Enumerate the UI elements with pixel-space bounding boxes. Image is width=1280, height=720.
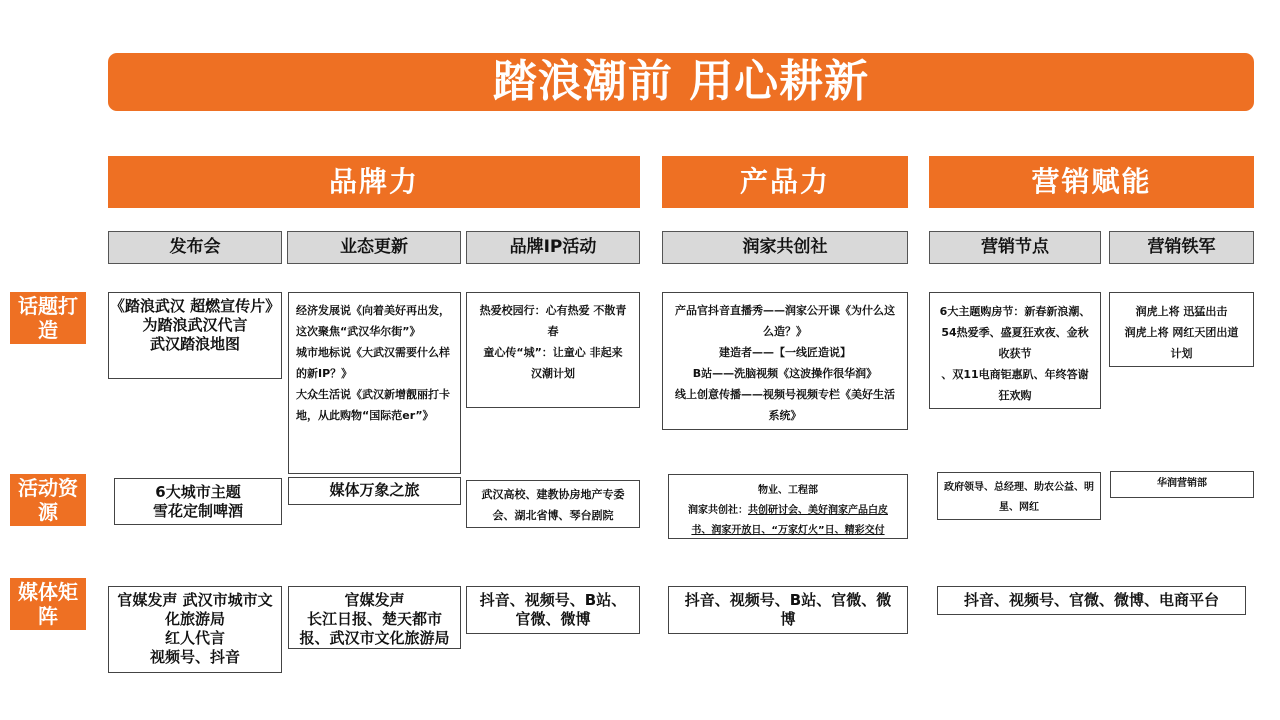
subhead-marketing-nodes: 营销节点 [929,231,1101,264]
cocreate-prefix: 润家共创社： [688,505,748,516]
subhead-cocreate: 润家共创社 [662,231,908,264]
resources-cocreate-box [668,474,908,539]
subhead-marketing-army: 营销铁军 [1109,231,1254,264]
text-line: 为踏浪武汉代言 [142,316,248,334]
text-line: 官媒发声 [344,591,405,609]
resources-ip-box [466,480,640,528]
media-cocreate-box [668,586,908,634]
text-line: 武汉高校、建教协房地产专委会、湖北省博、琴台剧院 [481,488,625,522]
topic-nodes-box [929,292,1101,409]
text-line: 雪花定制啤酒 [152,502,243,520]
media-marketing-box [937,586,1246,615]
text-line: 汉潮计划 [531,367,575,380]
text-line: 武汉踏浪地图 [149,335,240,353]
resources-format-box [288,477,461,505]
text-line [679,501,897,541]
subhead-launch: 发布会 [108,231,282,264]
category-marketing: 营销赋能 [929,156,1254,208]
topic-cocreate-box [662,292,908,430]
category-product: 产品力 [662,156,908,208]
text-line: 红人代言 [164,629,225,647]
text-line: 视频号、抖音 [149,648,240,666]
row-label-topic: 话题打造 [10,292,86,344]
text-line: B站——洗脑视频《这波操作很华润》 [692,367,878,380]
media-ip-box [466,586,640,634]
text-line: 华润营销部 [1157,478,1207,489]
topic-army-box [1109,292,1254,367]
row-label-media: 媒体矩阵 [10,578,86,630]
resources-nodes-box [937,472,1101,520]
subhead-brand-ip: 品牌IP活动 [466,231,640,264]
text-line: 抖音、视频号、B站、官微、微博 [684,591,892,628]
media-format-box [288,586,461,649]
page-title: 踏浪潮前 用心耕新 [108,53,1254,111]
cocreate-items: 共创研讨会、美好润家产品白皮书、润家开放日、“万家灯火”日、精彩交付 [691,505,888,536]
text-line: 抖音、视频号、官微、微博、电商平台 [963,591,1219,609]
text-line: 产品官抖音直播秀——润家公开课《为什么这么造？》 [675,304,895,338]
topic-launch-box [108,292,282,379]
subhead-format-update: 业态更新 [287,231,461,264]
topic-format-box [288,292,461,474]
text-line: 媒体万象之旅 [329,481,420,499]
text-line: 经济发展说《向着美好再出发，这次聚焦“武汉华尔街”》 [296,304,450,338]
text-line: 热爱校园行：心有热爱 不散青春 [479,304,627,338]
text-line: 6大城市主题 [155,483,241,501]
media-launch-box [108,586,282,673]
text-line: 润虎上将 迅猛出击 [1135,305,1228,318]
category-brand: 品牌力 [108,156,640,208]
text-line: 物业、工程部 [758,485,818,496]
text-line: 城市地标说《大武汉需要什么样的新IP？》 [296,346,450,380]
topic-ip-box [466,292,640,408]
text-line: 润虎上将 网红天团出道计划 [1124,326,1239,360]
text-line: 童心传“城”：让童心 非起来 [483,346,623,359]
text-line: 官媒发声 武汉市城市文化旅游局 [117,591,273,628]
text-line: 长江日报、楚天都市报、武汉市文化旅游局 [299,610,450,647]
text-line: 6大主题购房节：新春新浪潮、54热爱季、盛夏狂欢夜、金秋收获节 [939,305,1091,360]
resources-army-box [1110,471,1254,498]
resources-launch-box [114,478,282,525]
text-line: 《踏浪武汉 超燃宣传片》 [109,297,281,315]
text-line: 抖音、视频号、B站、官微、微博 [479,591,627,628]
row-label-resources: 活动资源 [10,474,86,526]
text-line: 、双11电商钜惠趴、年终答谢狂欢购 [941,368,1089,402]
text-line: 建造者——【一线匠造说】 [719,346,851,359]
text-line: 线上创意传播——视频号视频专栏《美好生活系统》 [675,388,895,422]
text-line: 大众生活说《武汉新增靓丽打卡地，从此购物“国际范er”》 [296,388,450,422]
text-line: 政府领导、总经理、助农公益、明星、网红 [944,482,1094,513]
